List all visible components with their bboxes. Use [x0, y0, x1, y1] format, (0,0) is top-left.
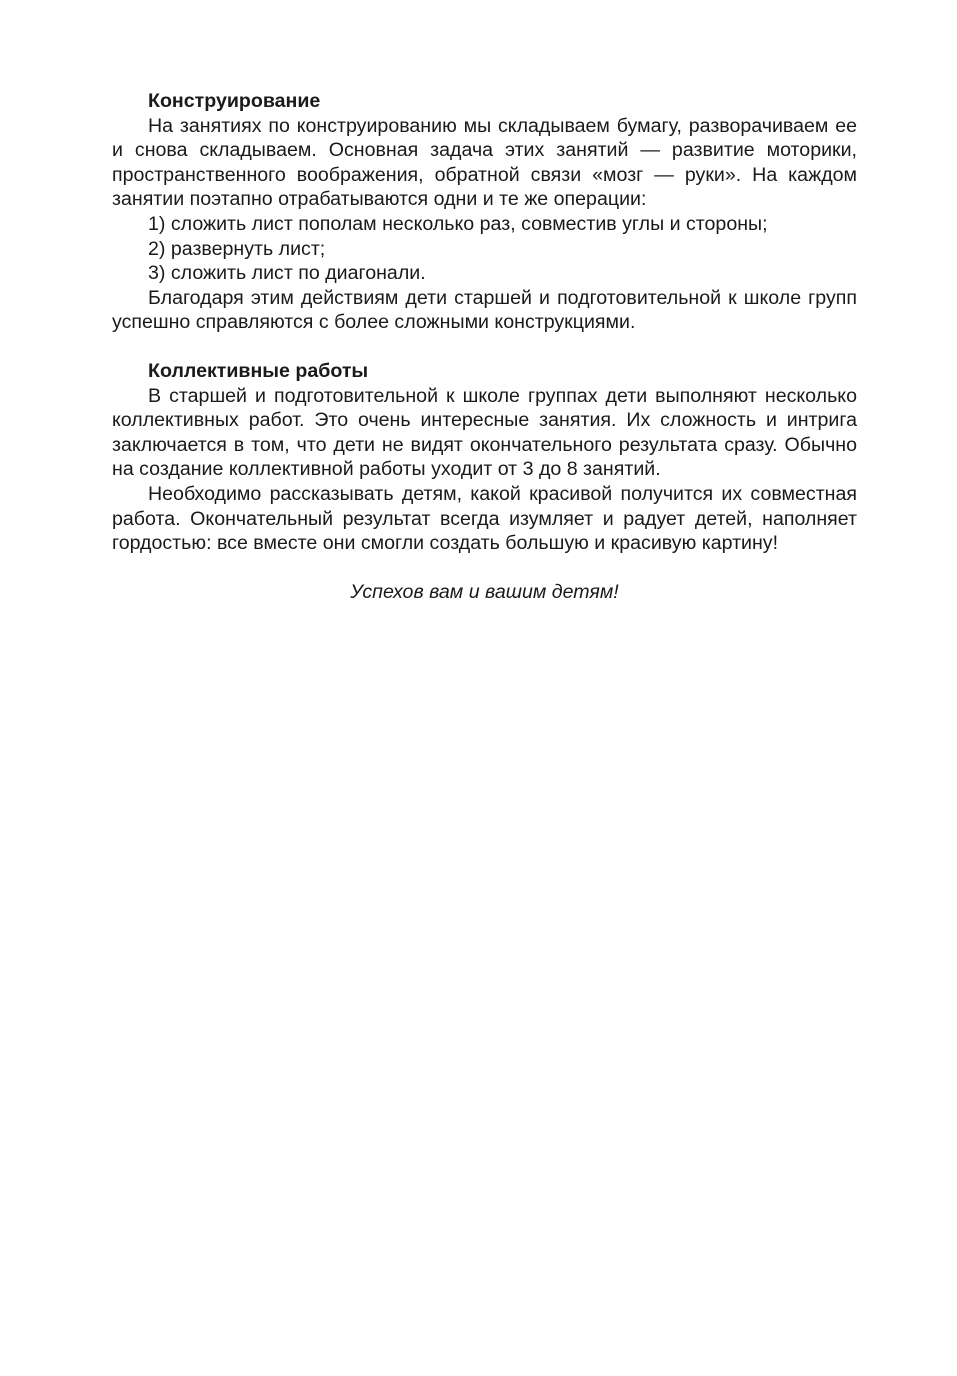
paragraph: В старшей и подготовительной к школе группах дети выполняют несколько коллективных работ. Это очень интересные занятия. Их сложность и интрига заключается в том, что дети не видят окончательного результата сразу. Обычно на создание коллективной работы уходит от 3 до 8 занятий. — [112, 384, 857, 481]
section-group-works — [112, 359, 857, 556]
paragraph: На занятиях по конструированию мы складываем бумагу, разворачиваем ее и снова складываем. Основная задача этих занятий — развитие моторики, пространственного воображения, обратной связи «мозг — руки». На каждом занятии поэтапно отрабатываются одни и те же операции: — [112, 114, 857, 211]
section-heading: Конструирование — [148, 90, 321, 112]
section-heading: Коллективные работы — [148, 359, 369, 382]
section-construction — [112, 89, 857, 335]
list-item: 3) сложить лист по диагонали. — [148, 262, 426, 285]
closing-wish: Успехов вам и вашим детям! — [350, 580, 619, 603]
paragraph: Необходимо рассказывать детям, какой красивой получится их совместная работа. Окончательный результат всегда изумляет и радует детей, наполняет гордостью: все вместе они смогли создать большую и красивую картину! — [112, 482, 857, 555]
list-item: 2) развернуть лист; — [148, 237, 326, 260]
list-item: 1) сложить лист пополам несколько раз, совместив углы и стороны; — [148, 212, 768, 235]
paragraph: Благодаря этим действиям дети старшей и подготовительной к школе групп успешно справляются с более сложными конструкциями. — [112, 286, 857, 334]
page-content — [112, 89, 857, 604]
section-spacer — [112, 335, 857, 359]
